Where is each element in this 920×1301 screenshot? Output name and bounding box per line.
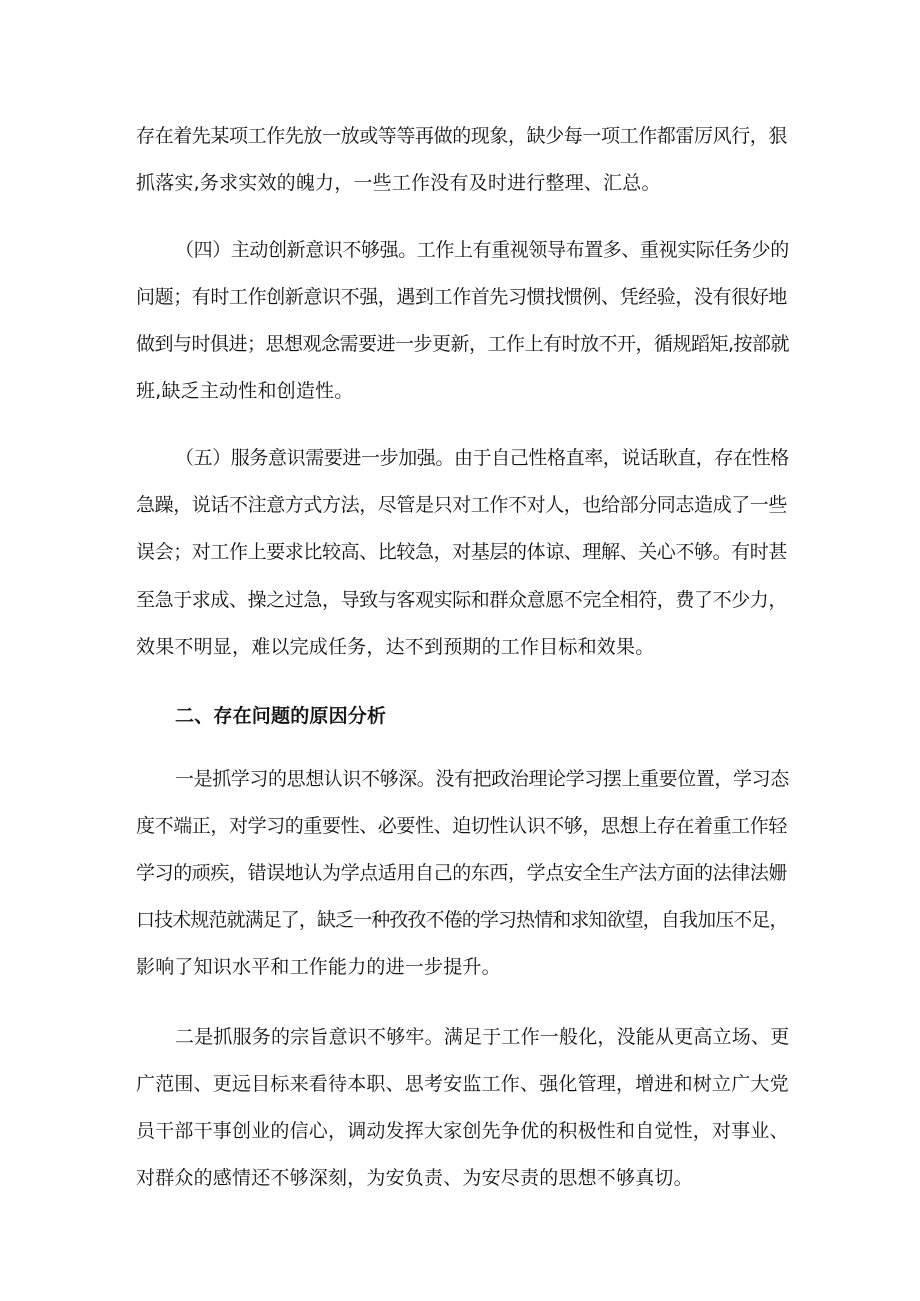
- paragraph-line: 广范围、更远目标来看待本职、思考安监工作、强化管理，增进和树立广大党: [136, 1073, 789, 1095]
- paragraph-line: 影响了知识水平和工作能力的进一步提升。: [136, 956, 501, 978]
- paragraph-line: 存在着先某项工作先放一放或等等再做的现象，缺少每一项工作都雷厉风行，狠: [136, 125, 788, 147]
- paragraph-line: 二是抓服务的宗旨意识不够牢。满足于工作一般化，没能从更高立场、更: [175, 1026, 790, 1048]
- paragraph-line: 口技术规范就满足了，缺乏一种孜孜不倦的学习热情和求知欲望，自我加压不足，: [136, 909, 788, 931]
- paragraph-line: 做到与时俱进；思想观念需要进一步更新，工作上有时放不开，循规蹈矩,按部就: [136, 333, 790, 355]
- paragraph-line: （四）主动创新意识不够强。工作上有重视领导布置多、重视实际任务少的: [175, 239, 789, 261]
- paragraph-line: 员干部干事创业的信心，调动发挥大家创先争优的积极性和自觉性，对事业、: [136, 1120, 789, 1142]
- paragraph-line: 急躁，说话不注意方式方法，尽管是只对工作不对人，也给部分同志造成了一些: [136, 494, 788, 516]
- paragraph-line: 班,缺乏主动性和创造性。: [136, 380, 354, 402]
- paragraph-line: 学习的顽疾，错误地认为学点适用自己的东西，学点安全生产法方面的法律法姗: [136, 862, 788, 884]
- paragraph-line: 一是抓学习的思想认识不够深。没有把政治理论学习摆上重要位置，学习态: [175, 768, 789, 790]
- paragraph-line: 度不端正，对学习的重要性、必要性、迫切性认识不够，思想上存在着重工作轻: [136, 815, 788, 837]
- paragraph-line: 误会；对工作上要求比较高、比较急，对基层的体谅、理解、关心不够。有时甚: [136, 541, 788, 563]
- paragraph-line: 抓落实,务求实效的魄力，一些工作没有及时进行整理、汇总。: [136, 172, 661, 194]
- paragraph-line: 对群众的感情还不够深刻，为安负责、为安尽责的思想不够真切。: [136, 1167, 693, 1189]
- section-heading: 二、存在问题的原因分析: [175, 705, 387, 727]
- paragraph-line: （五）服务意识需要进一步加强。由于自己性格直率，说话耿直，存在性格: [175, 447, 789, 469]
- paragraph-line: 效果不明显，难以完成任务，达不到预期的工作目标和效果。: [136, 636, 655, 658]
- paragraph-line: 问题；有时工作创新意识不强，遇到工作首先习惯找惯例、凭经验，没有很好地: [136, 286, 788, 308]
- paragraph-line: 至急于求成、操之过急，导致与客观实际和群众意愿不完全相符，费了不少力，: [136, 589, 788, 611]
